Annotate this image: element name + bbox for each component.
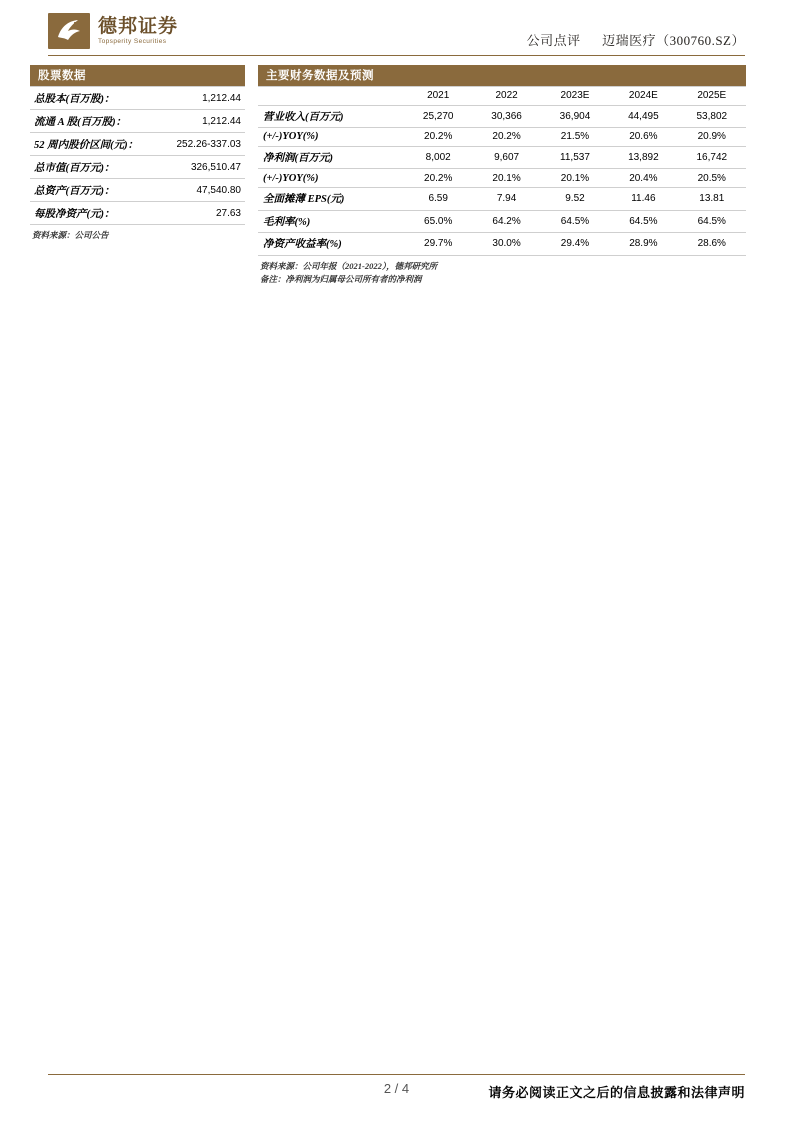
- row-value: 47,540.80: [161, 179, 245, 202]
- row-label: 52 周内股价区间(元)：: [30, 133, 161, 156]
- table-row: [258, 128, 746, 147]
- table-row: [258, 105, 746, 128]
- header-divider: [48, 55, 745, 56]
- table-row: [30, 110, 245, 133]
- column-header: 2022: [472, 87, 540, 106]
- footer-disclaimer: 请务必阅读正文之后的信息披露和法律声明: [488, 1085, 745, 1100]
- brand-text: [98, 17, 178, 46]
- column-header: 2024E: [609, 87, 677, 106]
- row-label: 每股净资产(元)：: [30, 202, 161, 225]
- cell-value: 44,495: [609, 105, 677, 128]
- financial-data-table: [258, 86, 746, 256]
- cell-value: 9.52: [541, 187, 609, 210]
- cell-value: 21.5%: [541, 128, 609, 147]
- row-label: 净资产收益率(%): [258, 233, 404, 256]
- cell-value: 13,892: [609, 146, 677, 169]
- page-number: 2 / 4: [383, 1081, 410, 1096]
- table-header-row: [258, 87, 746, 106]
- brand-name-cn: 德邦证券: [98, 15, 179, 37]
- row-value: 1,212.44: [161, 87, 245, 110]
- cell-value: 20.9%: [678, 128, 746, 147]
- cell-value: 30.0%: [472, 233, 540, 256]
- table-row: [258, 210, 746, 233]
- row-label: 营业收入(百万元): [258, 105, 404, 128]
- row-label: 净利润(百万元): [258, 146, 404, 169]
- cell-value: 20.6%: [609, 128, 677, 147]
- cell-value: 20.2%: [404, 169, 472, 188]
- row-value: 1,212.44: [161, 110, 245, 133]
- financial-data-source: 资料来源：公司年报（2021-2022），德邦研究所: [260, 260, 438, 271]
- financial-data-panel: [258, 65, 746, 285]
- table-row: [30, 87, 245, 110]
- table-row: [30, 179, 245, 202]
- cell-value: 53,802: [678, 105, 746, 128]
- cell-value: 64.5%: [678, 210, 746, 233]
- row-value: 326,510.47: [161, 156, 245, 179]
- cell-value: 8,002: [404, 146, 472, 169]
- row-label: 总资产(百万元)：: [30, 179, 161, 202]
- row-label: 毛利率(%): [258, 210, 404, 233]
- table-row: [30, 133, 245, 156]
- table-row: [30, 202, 245, 225]
- footer-divider: [48, 1074, 745, 1075]
- stock-data-panel: [30, 65, 245, 241]
- cell-value: 30,366: [472, 105, 540, 128]
- page-header: [0, 0, 793, 60]
- brand-name-en: Topsperity Securities: [98, 37, 167, 45]
- cell-value: 9,607: [472, 146, 540, 169]
- cell-value: 29.7%: [404, 233, 472, 256]
- cell-value: 20.1%: [472, 169, 540, 188]
- cell-value: 20.2%: [472, 128, 540, 147]
- cell-value: 20.4%: [609, 169, 677, 188]
- cell-value: 64.2%: [472, 210, 540, 233]
- row-label: (+/-)YOY(%): [258, 128, 404, 147]
- cell-value: 11,537: [541, 146, 609, 169]
- cell-value: 64.5%: [541, 210, 609, 233]
- column-header: 2023E: [541, 87, 609, 106]
- row-value: 252.26-337.03: [161, 133, 245, 156]
- header-breadcrumb: [527, 30, 745, 49]
- cell-value: 64.5%: [609, 210, 677, 233]
- column-header: 2025E: [678, 87, 746, 106]
- table-row: [258, 187, 746, 210]
- row-label: 全面摊薄 EPS(元): [258, 187, 404, 210]
- bird-logo-icon: [48, 13, 90, 49]
- financial-data-title: 主要财务数据及预测: [258, 65, 746, 86]
- cell-value: 28.9%: [609, 233, 677, 256]
- cell-value: 6.59: [404, 187, 472, 210]
- stock-data-title: 股票数据: [30, 65, 245, 86]
- cell-value: 25,270: [404, 105, 472, 128]
- table-row: [258, 146, 746, 169]
- cell-value: 13.81: [678, 187, 746, 210]
- table-row: [258, 233, 746, 256]
- cell-value: 11.46: [609, 187, 677, 210]
- row-label: (+/-)YOY(%): [258, 169, 404, 188]
- row-label: 流通 A 股(百万股)：: [30, 110, 161, 133]
- stock-data-source: 资料来源：公司公告: [32, 230, 109, 240]
- row-label: 总市值(百万元)：: [30, 156, 161, 179]
- brand-logo: [48, 13, 178, 49]
- cell-value: 36,904: [541, 105, 609, 128]
- column-header: 2021: [404, 87, 472, 106]
- header-company: 迈瑞医疗（300760.SZ）: [602, 33, 745, 48]
- cell-value: 29.4%: [541, 233, 609, 256]
- table-row: [30, 156, 245, 179]
- bird-logo-glyph: [54, 18, 84, 44]
- stock-data-table: [30, 86, 245, 225]
- cell-value: 28.6%: [678, 233, 746, 256]
- cell-value: 20.2%: [404, 128, 472, 147]
- table-row: [258, 169, 746, 188]
- cell-value: 7.94: [472, 187, 540, 210]
- financial-data-note: 备注：净利润为归属母公司所有者的净利润: [260, 273, 422, 284]
- row-label: 总股本(百万股)：: [30, 87, 161, 110]
- cell-value: 16,742: [678, 146, 746, 169]
- cell-value: 20.5%: [678, 169, 746, 188]
- row-value: 27.63: [161, 202, 245, 225]
- column-header: [258, 87, 404, 106]
- cell-value: 65.0%: [404, 210, 472, 233]
- cell-value: 20.1%: [541, 169, 609, 188]
- header-doc-type: 公司点评: [526, 33, 581, 48]
